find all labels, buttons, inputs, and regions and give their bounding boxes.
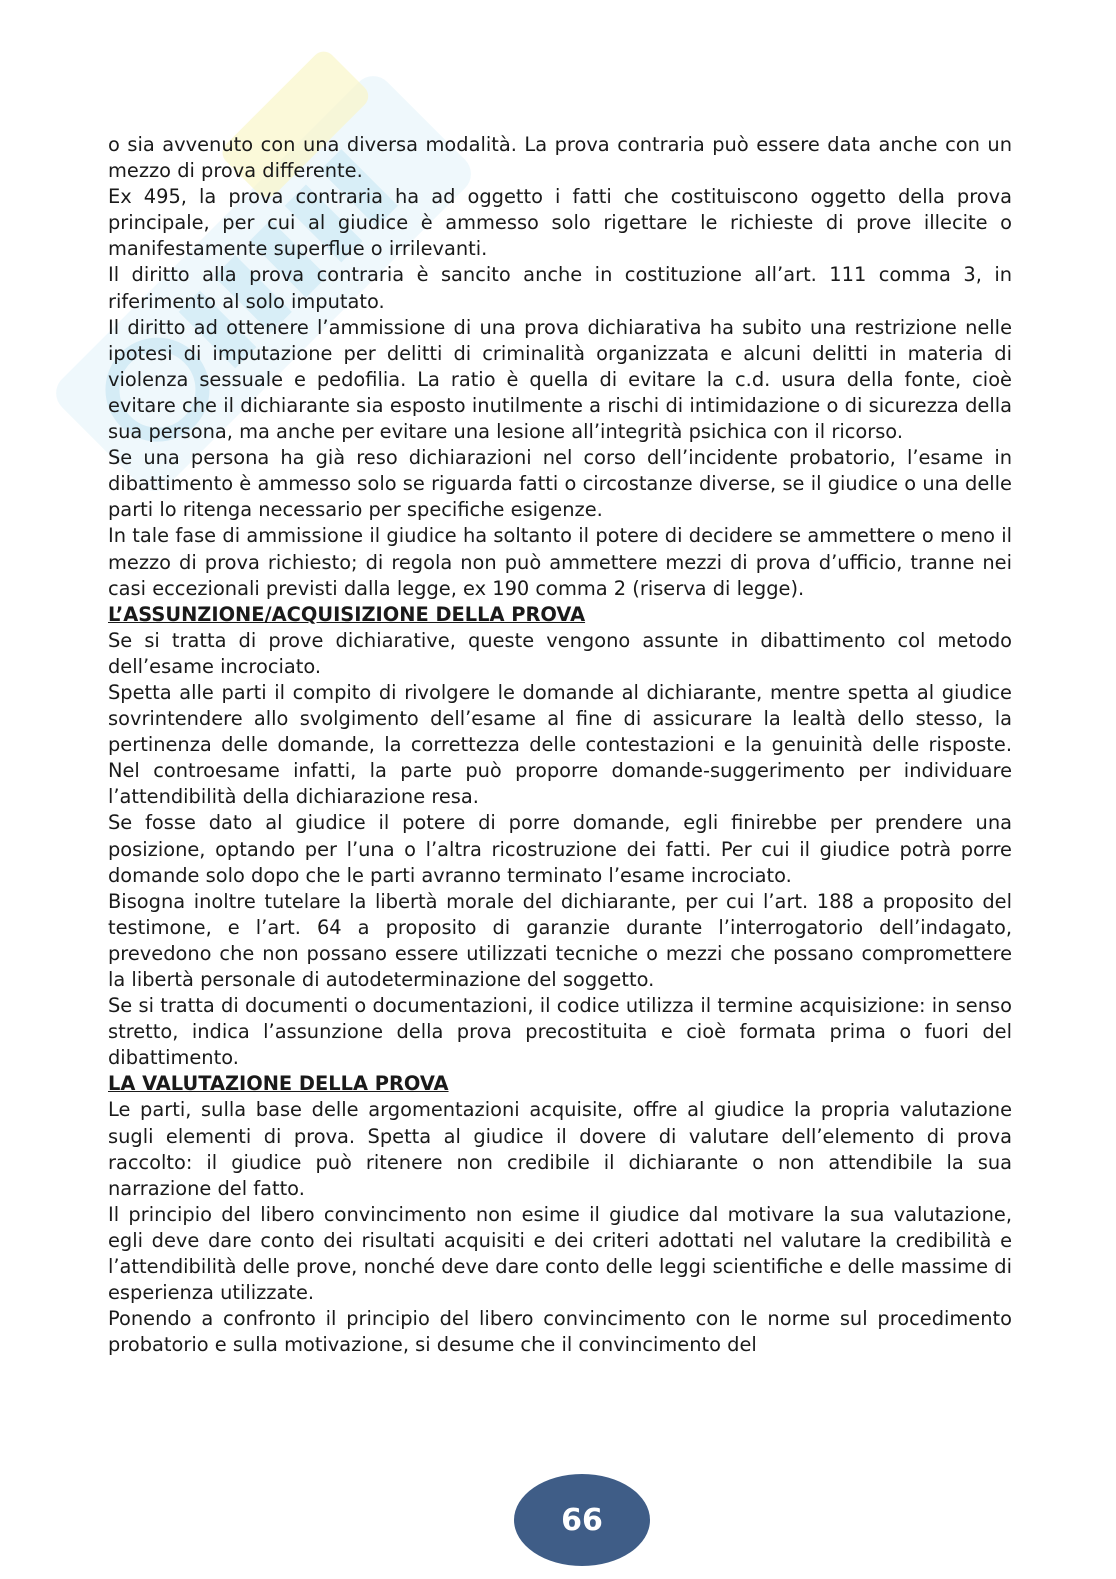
paragraph: In tale fase di ammissione il giudice ha soltanto il potere di decidere se ammettere o meno il mezzo di prova richiesto; di regola non può ammettere mezzi di prova d’ufficio, tranne nei casi eccezionali previsti dalla legge, ex 190 comma 2 (riserva di legge). (108, 524, 1012, 600)
section-heading: LA VALUTAZIONE DELLA PROVA (108, 1072, 449, 1096)
paragraph: Ex 495, la prova contraria ha ad oggetto i fatti che costituiscono oggetto della prova principale, per cui al giudice è ammesso solo rigettare le richieste di prove illecite o manifestamente superflue o irrilevanti. (108, 185, 1012, 261)
document-body (108, 132, 1012, 1358)
paragraph: Il diritto alla prova contraria è sancito anche in costituzione all’art. 111 comma 3, in riferimento al solo imputato. (108, 263, 1012, 313)
paragraph: Ponendo a confronto il principio del libero convincimento con le norme sul procedimento probatorio e sulla motivazione, si desume che il convincimento del (108, 1307, 1012, 1357)
paragraph: Il diritto ad ottenere l’ammissione di una prova dichiarativa ha subito una restrizione nelle ipotesi di imputazione per delitti di criminalità organizzata e alcuni delitti in materia di violenza sessuale e pedofilia. La ratio è quella di evitare la c.d. usura della fonte, cioè evitare che il dichiarante sia esposto inutilmente a rischi di intimidazione o di sicurezza della sua persona, ma anche per evitare una lesione all’integrità psichica con il ricorso. (108, 315, 1012, 444)
page-number-badge (514, 1474, 650, 1566)
paragraph: Le parti, sulla base delle argomentazioni acquisite, offre al giudice la propria valutazione sugli elementi di prova. Spetta al giudice il dovere di valutare dell’elemento di prova raccolto: il giudice può ritenere non credibile il dichiarante o non attendibile la sua narrazione del fatto. (108, 1098, 1012, 1200)
page-number: 66 (561, 1502, 603, 1538)
paragraph: Bisogna inoltre tutelare la libertà morale del dichiarante, per cui l’art. 188 a proposito del testimone, e l’art. 64 a proposito di garanzie durante l’interrogatorio dell’indagato, prevedono che non possano essere utilizzati tecniche o mezzi che possano compromettere la libertà personale di autodeterminazione del soggetto. (108, 889, 1012, 991)
paragraph: Se una persona ha già reso dichiarazioni nel corso dell’incidente probatorio, l’esame in dibattimento è ammesso solo se riguarda fatti o circostanze diverse, se il giudice o una delle parti lo ritenga necessario per specifiche esigenze. (108, 446, 1012, 522)
paragraph: Se fosse dato al giudice il potere di porre domande, egli finirebbe per prendere una posizione, optando per l’una o l’altra ricostruzione dei fatti. Per cui il giudice potrà porre domande solo dopo che le parti avranno terminato l’esame incrociato. (108, 811, 1012, 887)
paragraph: Il principio del libero convincimento non esime il giudice dal motivare la sua valutazione, egli deve dare conto dei risultati acquisiti e dei criteri adottati nel valutare la credibilità e l’attendibilità delle prove, nonché deve dare conto delle leggi scientifiche e delle massime di esperienza utilizzate. (108, 1202, 1012, 1305)
paragraph: Se si tratta di documenti o documentazioni, il codice utilizza il termine acquisizione: in senso stretto, indica l’assunzione della prova precostituita e cioè formata prima o fuori del dibattimento. (108, 994, 1012, 1070)
paragraph: Spetta alle parti il compito di rivolgere le domande al dichiarante, mentre spetta al giudice sovrintendere allo svolgimento dell’esame al fine di assicurare la lealtà dello stesso, la pertinenza delle domande, la correttezza delle contestazioni e la genuinità delle risposte. Nel controesame infatti, la parte può proporre domande-suggerimento per individuare l’attendibilità della dichiarazione resa. (108, 680, 1012, 809)
paragraph: o sia avvenuto con una diversa modalità. La prova contraria può essere data anche con un mezzo di prova differente. (108, 133, 1012, 183)
section-heading: L’ASSUNZIONE/ACQUISIZIONE DELLA PROVA (108, 602, 586, 626)
paragraph: Se si tratta di prove dichiarative, queste vengono assunte in dibattimento col metodo dell’esame incrociato. (108, 628, 1012, 678)
